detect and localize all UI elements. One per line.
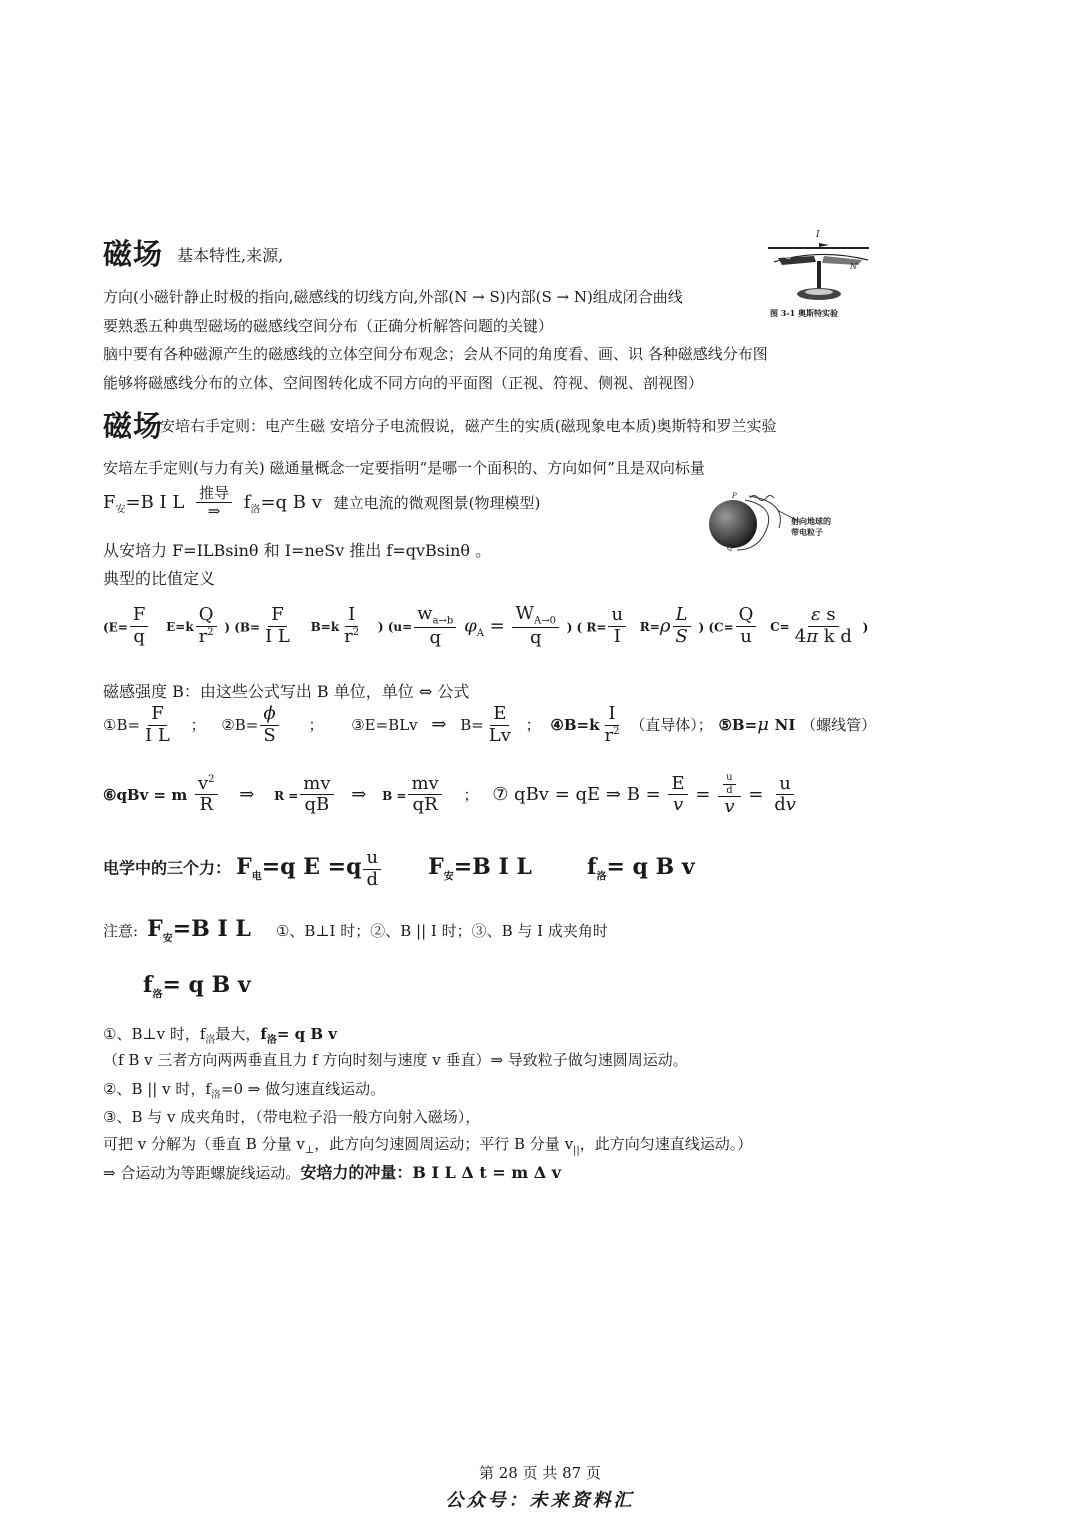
b-formulas-row2: ⑥qBv = m $\frac{v^2}{R}$ ⇒ R = $\frac{mv}{qB}$ ⇒ B = $\frac{mv}{qR}$ ； ⑦ qBv = qE ⇒ B = $\frac{E}{v}$ = $\frac{u}{d}$ v = $\frac{u}{dv}$ <box>103 772 796 817</box>
text-line: 方向(小磁针静止时极的指向,磁感线的切线方向,外部(N → S)内部(S → N)组成闭合曲线 <box>103 288 683 306</box>
note-line1: ①、B⊥v 时，$f_洛$最大，$f_洛= q$ B v <box>103 1025 337 1046</box>
page-number: 第 28 页 共 87 页 <box>478 1464 601 1482</box>
note-line2: （f B v 三者方向两两垂直且力 f 方向时刻与速度 v 垂直）⇒ 导致粒子做匀速圆周运动。 <box>103 1051 688 1069</box>
section-title-magnetic-field: 磁场 <box>103 237 164 271</box>
earth-particles-figure <box>705 492 840 556</box>
text-line: 要熟悉五种典型磁场的磁感线空间分布（正确分析解答问题的关键） <box>103 317 554 335</box>
note-row: 注意: $F_安=B$ I L ①、B⊥I 时；②、B || I 时；③、B 与 I 成夹角时 <box>103 916 608 945</box>
unit-b-heading: 磁感强度 B：由这些公式写出 B 单位，单位 ⇔ 公式 <box>103 682 470 701</box>
note-line3: ②、B || v 时，$f_洛=0$ ⇒ 做匀速直线运动。 <box>103 1080 386 1101</box>
note-line6: ⇒ 合运动为等距螺旋线运动。安培力的冲量：B I L Δ t = m Δ v <box>103 1163 562 1182</box>
text-line: 脑中要有各种磁源产生的磁感线的立体空间分布观念；会从不同的角度看、画、识 各种磁感线分布图 <box>103 345 768 363</box>
text-line: 典型的比值定义 <box>103 569 216 588</box>
text-line: 安培左手定则(与力有关) 磁通量概念一定要指明“是哪一个面积的、方向如何”且是双向标量 <box>103 459 705 477</box>
model-text: 建立电流的微观图景(物理模型) <box>333 493 541 512</box>
lorentz-force-formula: $f_洛= q$ B v <box>143 972 251 1001</box>
text-line: 安培右手定则：电产生磁 安培分子电流假说，磁产生的实质(磁现象电本质)奥斯特和罗兰实验 <box>160 417 777 435</box>
figure-caption-line2: 带电粒子 <box>791 527 823 537</box>
derive-fraction: 推导 ⇒ <box>196 485 232 521</box>
text-line: 能够将磁感线分布的立体、空间图转化成不同方向的平面图（正视、符视、侧视、剖视图） <box>103 374 704 392</box>
three-forces-row: 电学中的三个力： $F_电=q$ E =q $\frac{u}{d}$ $F_安=B$ I L $f_洛= q$ B v <box>103 847 695 890</box>
ratio-definitions-row: (E= $\frac{F}{q}$ E=k $\frac{Q}{r^2}$ ) (B= $\frac{F}{\text{I L}}$ B=k $\frac{I}{r^2}$ ) (u= $\frac{w_{a\to b}}{q}$ $\varphi_A$ = $\frac{W_{A\to 0}}{q}$ ) ( R= $\frac{u}{I}$ R=ρ $\frac{L}{S}$ ) (C= $\frac{Q}{u}$ C= $\frac{\text{ε s}}{\text{4π k d}}$ ) <box>103 603 869 649</box>
note-line4: ③、B 与 v 成夹角时，（带电粒子沿一般方向射入磁场）， <box>103 1108 481 1126</box>
label-current: I <box>816 230 820 240</box>
note-line5: 可把 v 分解为（垂直 B 分量 $v_\perp$，此方向匀速圆周运动；平行 B 分量 $v_{||}$，此方向匀速直线运动。） <box>103 1135 753 1156</box>
text-line: 从安培力 F=ILBsinθ 和 I=neSv 推出 f=qvBsinθ 。 <box>103 541 492 560</box>
figure-caption-line1: 射向地球的 <box>791 516 831 526</box>
label-north: N <box>850 262 857 271</box>
oersted-experiment-figure <box>764 230 874 324</box>
label-south: S <box>786 252 792 261</box>
b-formulas-row1: ①B= $\frac{F}{\text{I L}}$ ； ②B= $\frac{\phi}{S}$ ； ③E=BLv ⇒ B= $\frac{E}{Lv}$ ； ④B=k $\frac{I}{r^2}$ （直导体）； ⑤B=μ NI （螺线管） <box>103 703 877 746</box>
figure-caption: 图 3-1 奥斯特实验 <box>770 308 839 318</box>
footer-account: 公众号：未来资料汇 <box>445 1490 635 1511</box>
section-title-magnetic-field-2: 磁场 <box>103 409 164 443</box>
formula-ampere-lorentz: $F_安=B$ I L 推导 ⇒ $f_洛=q$ B v 建立电流的微观图景(物理模型) <box>103 484 541 521</box>
section-subtitle: 基本特性,来源, <box>177 246 284 265</box>
label-Q: Q <box>727 544 733 552</box>
label-P: P <box>732 492 737 500</box>
